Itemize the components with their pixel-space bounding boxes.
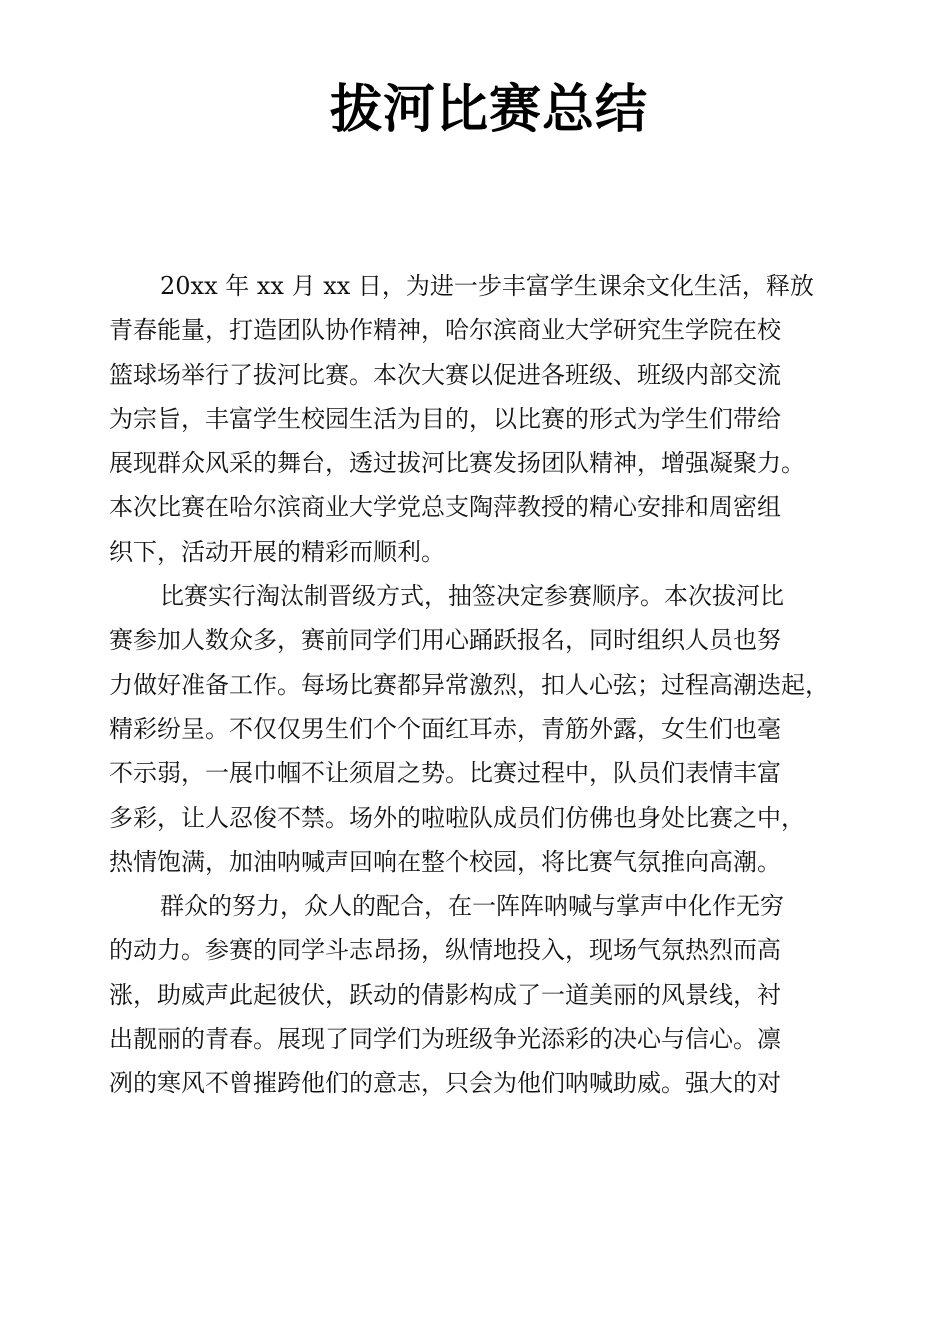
paragraph-line: 比赛实行淘汰制晋级方式，抽签决定参赛顺序。本次拔河比 [160, 582, 784, 611]
paragraph-line: 多彩，让人忍俊不禁。场外的啦啦队成员们仿佛也身处比赛之中， [109, 803, 805, 832]
document-title: 拔河比赛总结 [329, 80, 648, 140]
paragraph-line: 精彩纷呈。不仅仅男生们个个面红耳赤，青筋外露，女生们也毫 [109, 714, 781, 743]
paragraph-line: 织下，活动开展的精彩而顺利。 [109, 537, 445, 566]
paragraph-2 [109, 574, 889, 884]
paragraph-line: 冽的寒风不曾摧跨他们的意志，只会为他们呐喊助威。强大的对 [109, 1069, 781, 1098]
paragraph-line: 赛参加人数众多，赛前同学们用心踊跃报名，同时组织人员也努 [109, 626, 781, 655]
paragraph-line: 力做好准备工作。每场比赛都异常激烈，扣人心弦；过程高潮迭起， [109, 670, 829, 699]
paragraph-line: 群众的努力，众人的配合，在一阵阵呐喊与掌声中化作无穷 [160, 892, 784, 921]
paragraph-line: 20xx 年 xx 月 xx 日，为进一步丰富学生课余文化生活，释放 [160, 272, 814, 300]
paragraph-line: 本次比赛在哈尔滨商业大学党总支陶萍教授的精心安排和周密组 [109, 493, 781, 522]
paragraph-line: 青春能量，打造团队协作精神，哈尔滨商业大学研究生学院在校 [109, 316, 781, 345]
paragraph-line: 为宗旨，丰富学生校园生活为目的，以比赛的形式为学生们带给 [109, 404, 781, 433]
paragraph-1 [109, 264, 889, 574]
paragraph-line: 的动力。参赛的同学斗志昂扬，纵情地投入，现场气氛热烈而高 [109, 936, 781, 965]
paragraph-line: 涨，助威声此起彼伏，跃动的倩影构成了一道美丽的风景线，衬 [109, 980, 781, 1009]
paragraph-line: 篮球场举行了拔河比赛。本次大赛以促进各班级、班级内部交流 [109, 360, 781, 389]
paragraph-line: 热情饱满，加油呐喊声回响在整个校园，将比赛气氛推向高潮。 [109, 847, 781, 876]
paragraph-line: 出靓丽的青春。展现了同学们为班级争光添彩的决心与信心。凛 [109, 1025, 781, 1054]
document-body [109, 264, 889, 1106]
paragraph-line: 不示弱，一展巾帼不让须眉之势。比赛过程中，队员们表情丰富 [109, 759, 781, 788]
paragraph-3 [109, 884, 889, 1105]
paragraph-line: 展现群众风采的舞台，透过拔河比赛发扬团队精神，增强凝聚力。 [109, 449, 805, 478]
